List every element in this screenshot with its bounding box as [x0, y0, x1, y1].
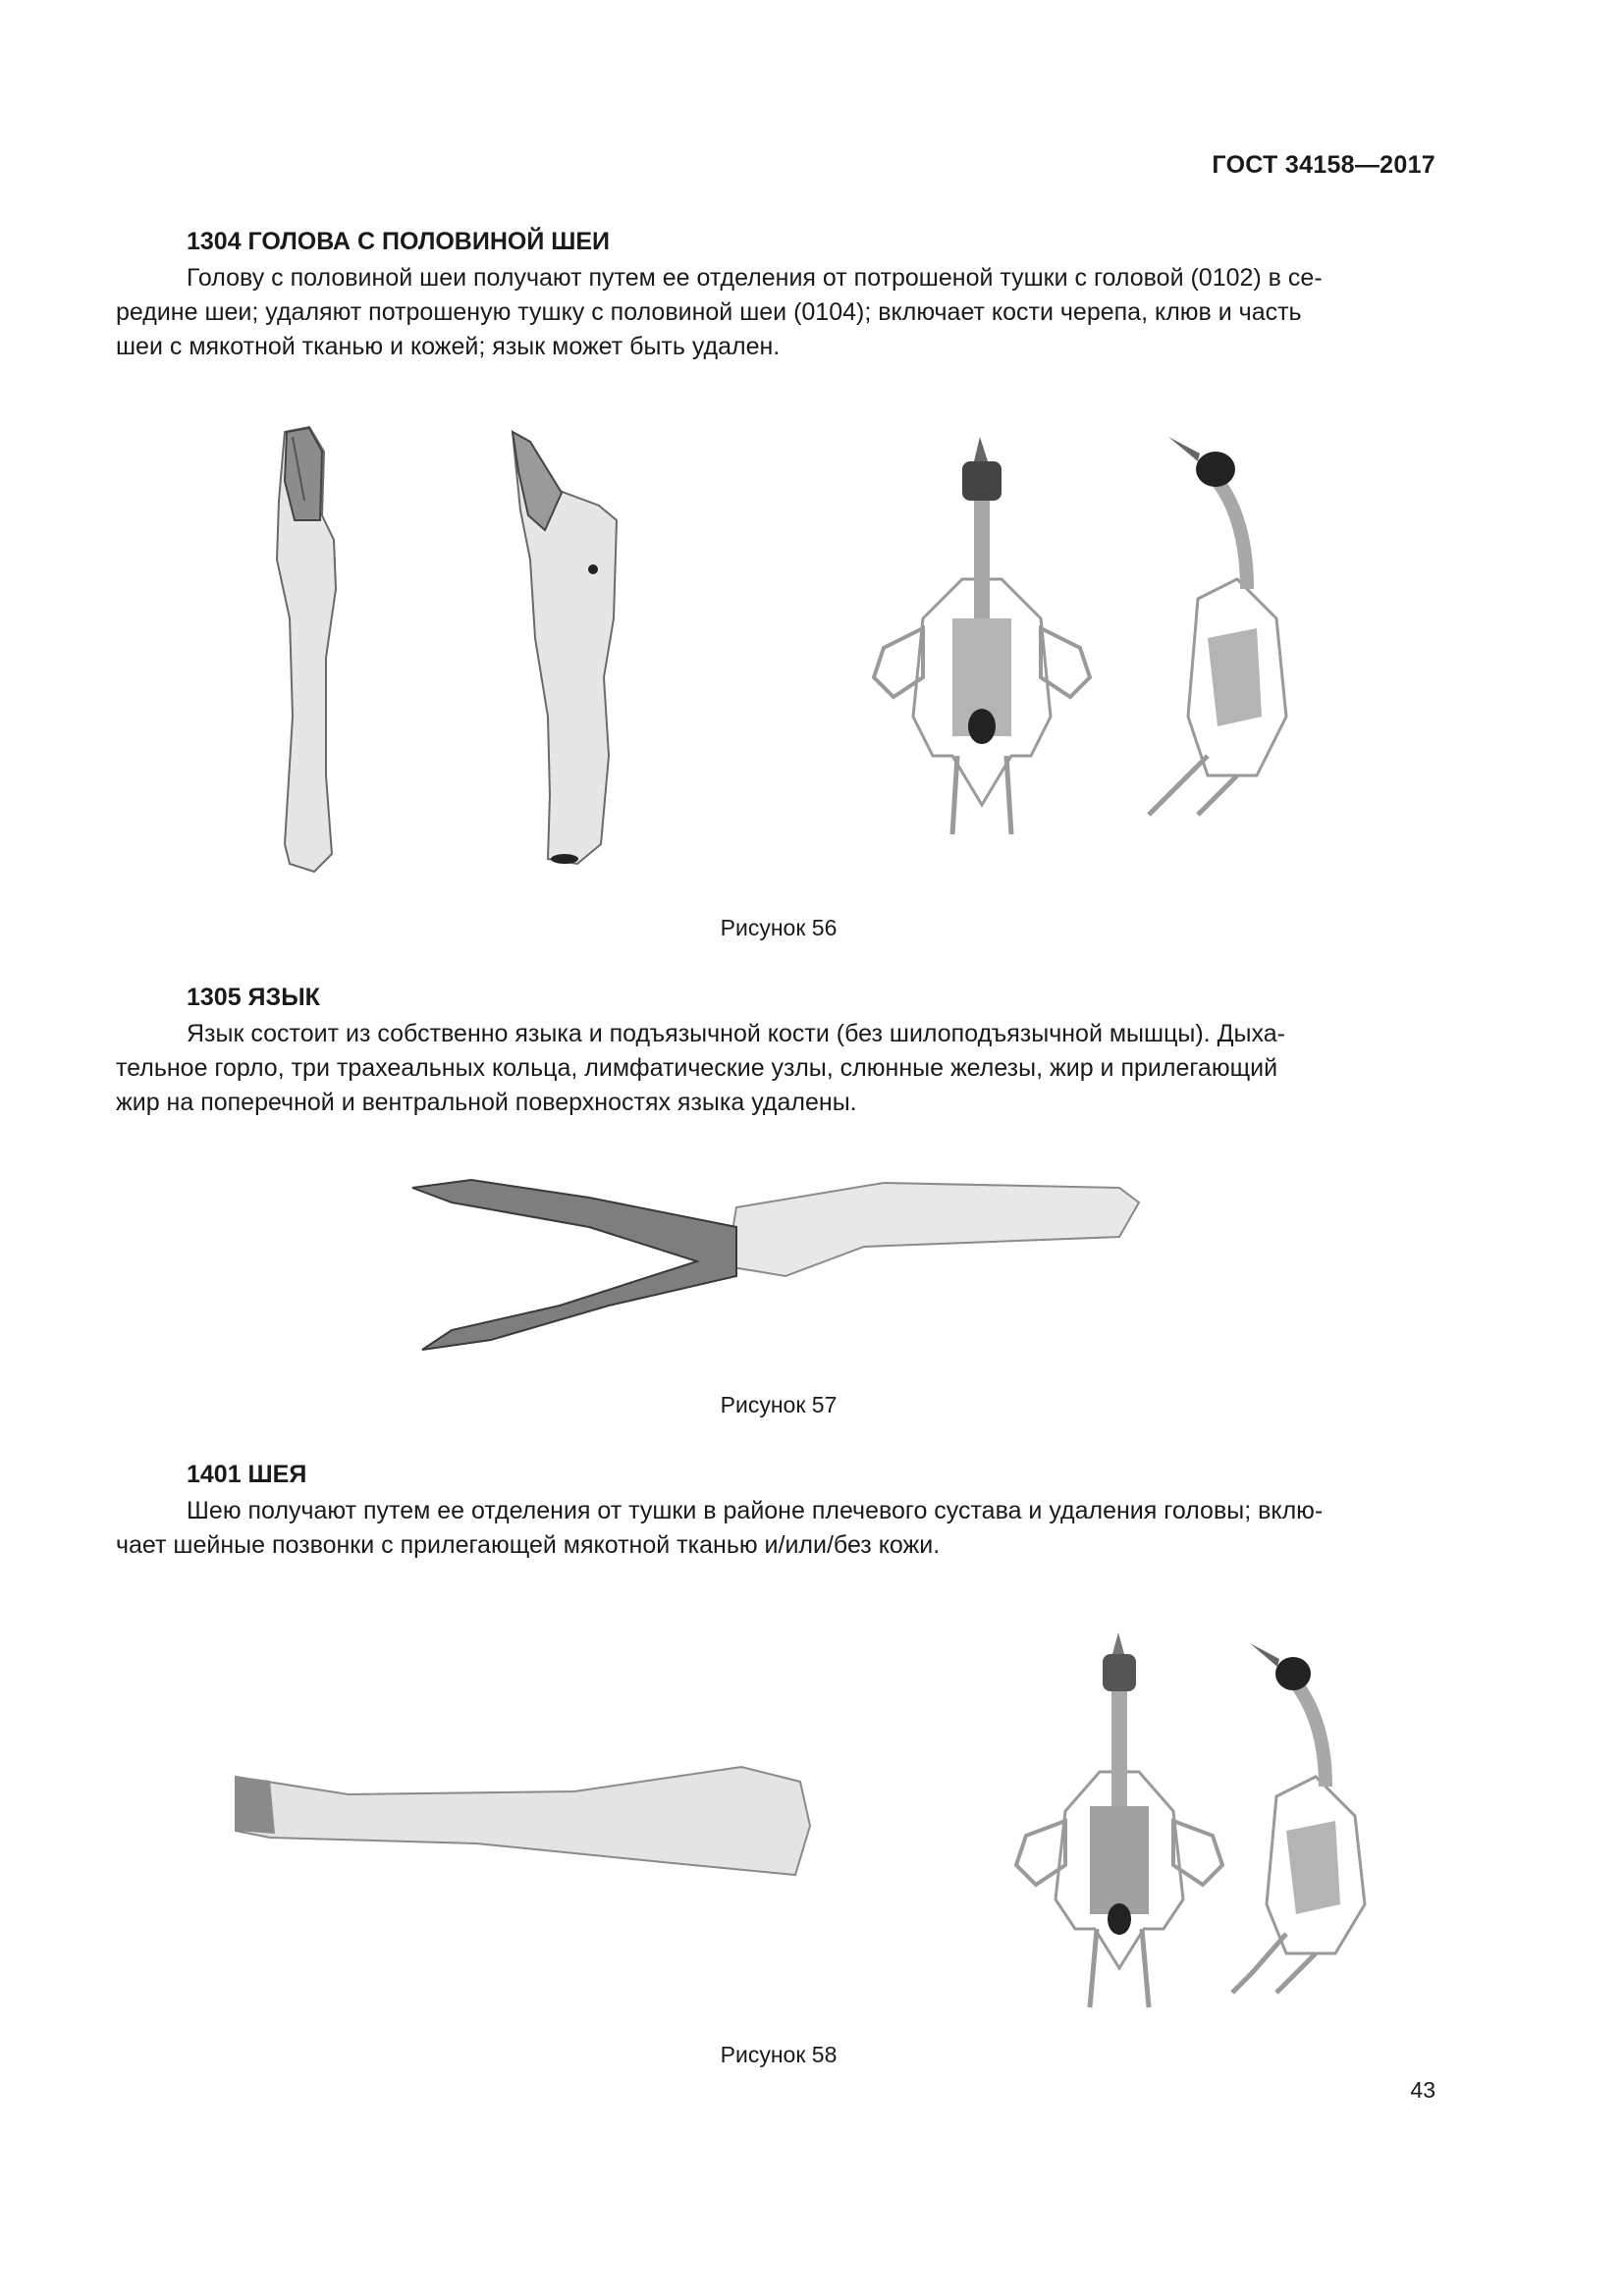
figure-caption-58: Рисунок 58: [720, 2042, 838, 2067]
text-line: Шею получают путем ее отделения от тушки в районе плечевого сустава и удаления головы; вклю-: [187, 1497, 1324, 1524]
text-line: тельное горло, три трахеальных кольца, лимфатические узлы, слюнные железы, жир и прилегающий: [116, 1054, 1278, 1082]
section-text-1304: [116, 261, 1437, 364]
head-with-half-neck-photo-side: [491, 422, 638, 883]
section-heading-1304: 1304 ГОЛОВА С ПОЛОВИНОЙ ШЕИ: [187, 228, 611, 255]
bird-skeleton-side-icon: [1139, 422, 1316, 834]
document-header: ГОСТ 34158—2017: [1212, 151, 1435, 179]
bird-skeleton-front-icon: [1006, 1625, 1232, 2017]
neck-photo: [231, 1757, 820, 1885]
text-line: редине шеи; удаляют потрошеную тушку с половиной шеи (0104); включает кости черепа, клюв и часть: [116, 298, 1302, 326]
text-line: чает шейные позвонки с прилегающей мякотной тканью и/или/без кожи.: [116, 1531, 941, 1559]
section-text-1305: [116, 1017, 1437, 1120]
bird-skeleton-front-icon: [864, 422, 1100, 854]
figure-caption-57: Рисунок 57: [720, 1392, 838, 1417]
text-line: Голову с половиной шеи получают путем ее отделения от потрошеной тушки с головой (0102) в се-: [187, 264, 1323, 292]
tongue-with-hyoid-photo: [412, 1168, 1149, 1364]
section-text-1401: [116, 1494, 1437, 1563]
text-line: Язык состоит из собственно языка и подъязычной кости (без шилоподъязычной мышцы). Дыха-: [187, 1020, 1285, 1047]
text-line: шеи с мякотной тканью и кожей; язык может быть удален.: [116, 333, 781, 360]
figure-caption-56: Рисунок 56: [720, 915, 838, 940]
head-with-half-neck-photo-front: [265, 422, 383, 883]
section-heading-1305: 1305 ЯЗЫК: [187, 984, 320, 1011]
section-heading-1401: 1401 ШЕЯ: [187, 1461, 307, 1488]
bird-skeleton-side-icon: [1222, 1629, 1389, 2002]
text-line: жир на поперечной и вентральной поверхностях языка удалены.: [116, 1089, 857, 1116]
page-number: 43: [1410, 2077, 1435, 2103]
